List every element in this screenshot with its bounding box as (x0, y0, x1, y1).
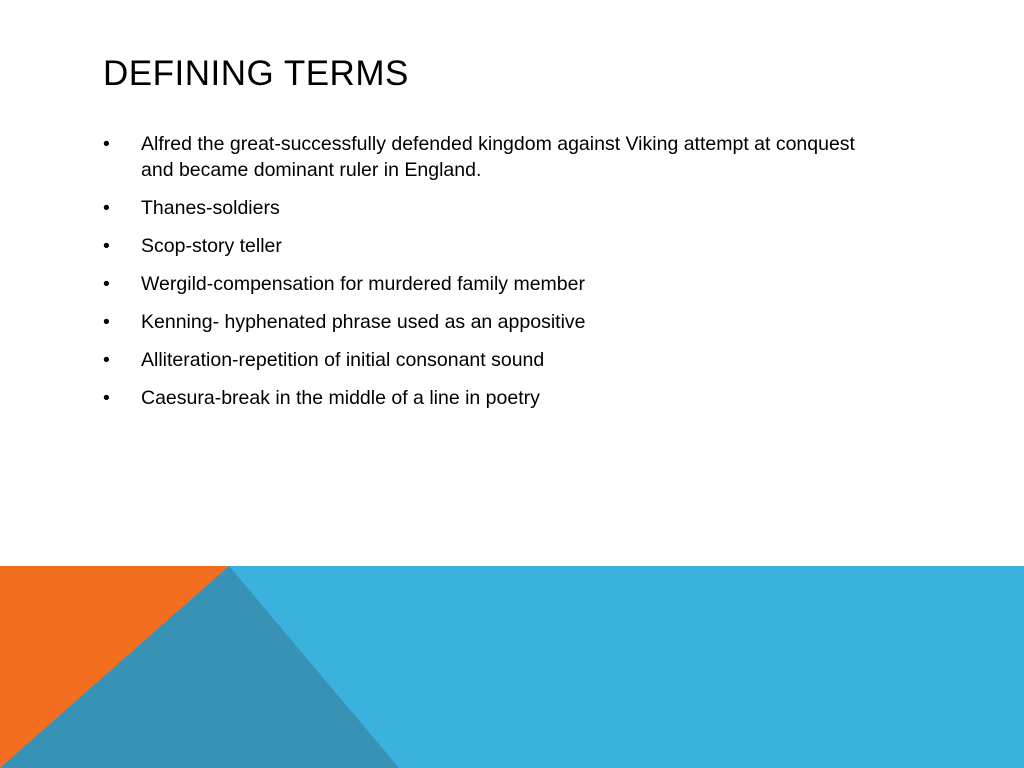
bullet-dot-icon: • (103, 387, 110, 409)
bullet-text: Caesura-break in the middle of a line in poetry (141, 387, 540, 409)
decorative-bottom-band (0, 566, 1024, 768)
slide-title: DEFINING TERMS (103, 54, 409, 93)
list-item (103, 347, 883, 373)
bullet-dot-icon: • (103, 197, 110, 219)
bullet-dot-icon: • (103, 235, 110, 257)
bullet-dot-icon: • (103, 311, 110, 333)
list-item (103, 195, 883, 221)
bullet-text: Thanes-soldiers (141, 197, 280, 219)
bullet-text: Alfred the great-successfully defended kingdom against Viking attempt at conquest and became dominant ruler in England. (141, 133, 855, 181)
list-item (103, 233, 883, 259)
bullet-dot-icon: • (103, 273, 110, 295)
list-item (103, 131, 883, 183)
bullet-list (103, 131, 883, 423)
bullet-dot-icon: • (103, 133, 110, 155)
bullet-text: Scop-story teller (141, 235, 282, 257)
bottom-band-graphic (0, 566, 1024, 768)
bullet-dot-icon: • (103, 349, 110, 371)
list-item (103, 309, 883, 335)
bullet-text: Wergild-compensation for murdered family member (141, 273, 585, 295)
list-item (103, 385, 883, 411)
bullet-text: Alliteration-repetition of initial consonant sound (141, 349, 545, 371)
bullet-text: Kenning- hyphenated phrase used as an appositive (141, 311, 586, 333)
list-item (103, 271, 883, 297)
